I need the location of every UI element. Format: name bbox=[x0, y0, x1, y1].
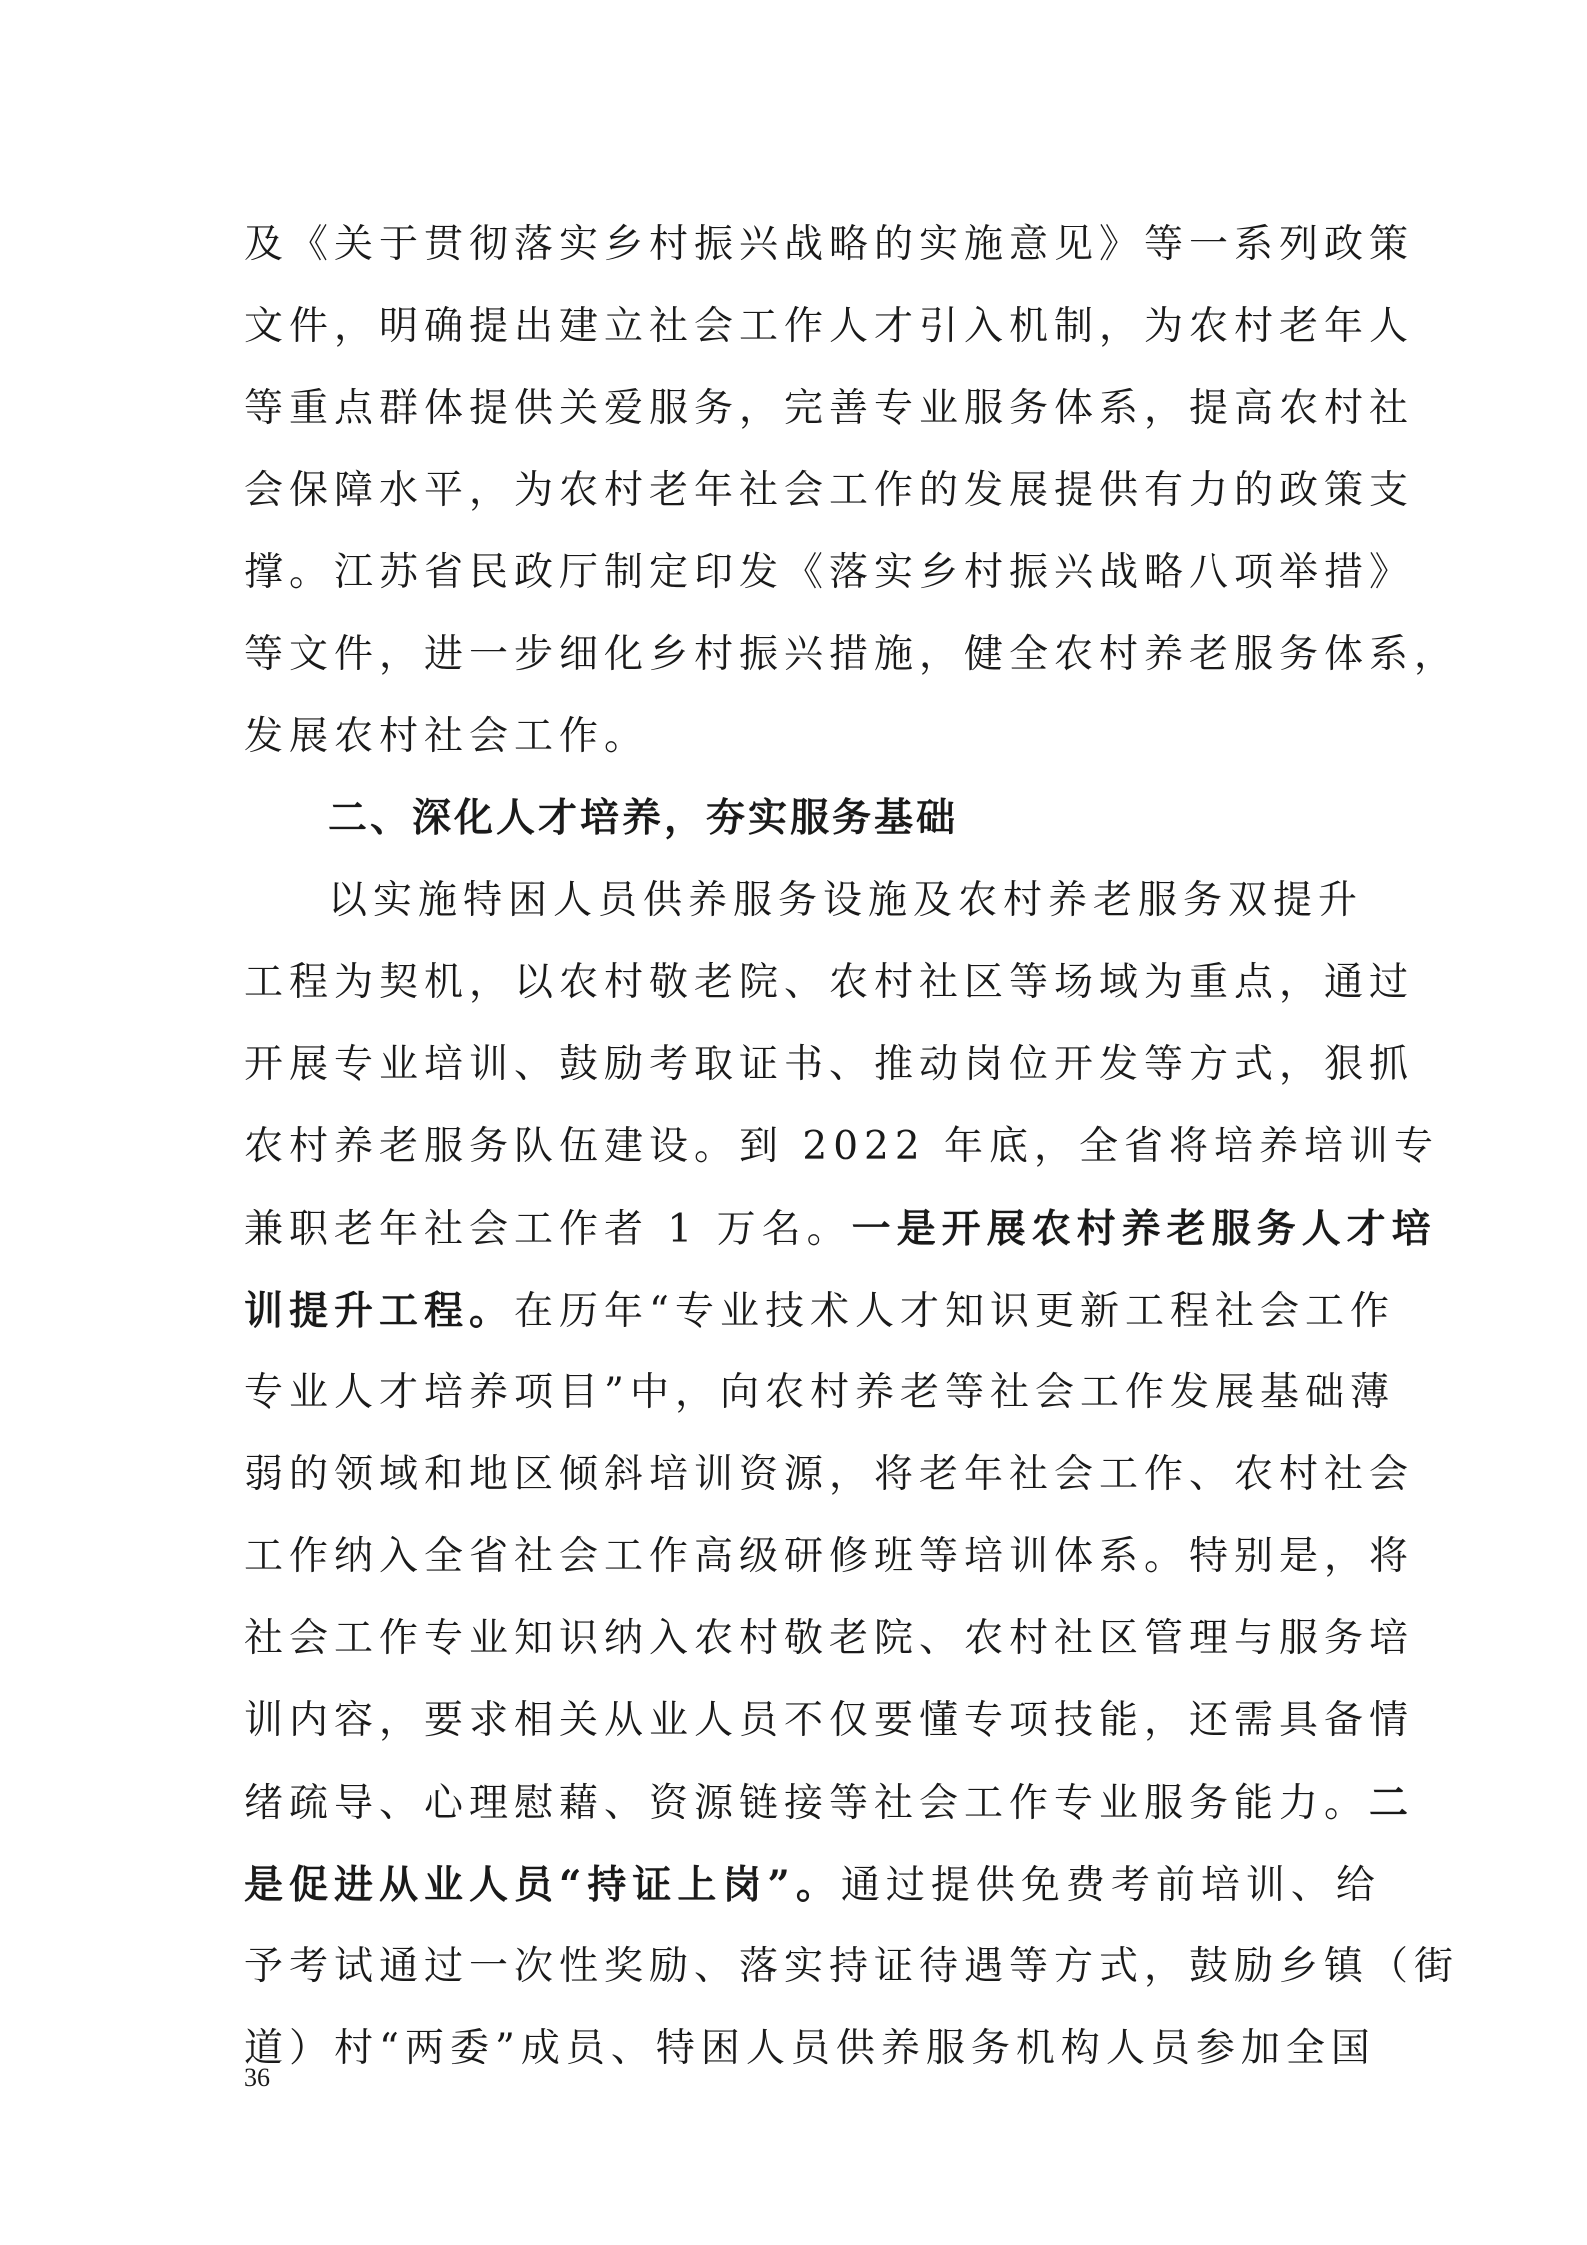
emphasis-text: 是促进从业人员“持证上岗”。 bbox=[244, 1862, 841, 1908]
text-line: 工程为契机，以农村敬老院、农村社区等场域为重点，通过 bbox=[244, 960, 1415, 1005]
text-line bbox=[244, 1270, 1395, 1352]
text-line: 弱的领域和地区倾斜培训资源，将老年社会工作、农村社会 bbox=[244, 1452, 1415, 1497]
text-line: 及《关于贯彻落实乡村振兴战略的实施意见》等一系列政策 bbox=[244, 222, 1415, 267]
text-line: 专业人才培养项目”中，向农村养老等社会工作发展基础薄 bbox=[244, 1370, 1395, 1415]
paragraph-talent-training bbox=[244, 860, 1460, 2090]
emphasis-text: 训提升工程。 bbox=[244, 1288, 515, 1334]
text-line bbox=[244, 1762, 1415, 1844]
text-line: 社会工作专业知识纳入农村敬老院、农村社区管理与服务培 bbox=[244, 1616, 1415, 1661]
text-line: 等文件，进一步细化乡村振兴措施，健全农村养老服务体系， bbox=[244, 632, 1460, 677]
text-line: 撑。江苏省民政厅制定印发《落实乡村振兴战略八项举措》 bbox=[244, 550, 1415, 595]
text-line: 会保障水平，为农村老年社会工作的发展提供有力的政策支 bbox=[244, 468, 1415, 513]
text-run: 在历年“专业技术人才知识更新工程社会工作 bbox=[514, 1289, 1395, 1334]
emphasis-text: 二 bbox=[1369, 1780, 1415, 1826]
text-run: 绪疏导、心理慰藉、资源链接等社会工作专业服务能力。 bbox=[244, 1781, 1370, 1826]
text-line: 开展专业培训、鼓励考取证书、推动岗位开发等方式，狠抓 bbox=[244, 1042, 1415, 1087]
emphasis-text: 一是开展农村养老服务人才培 bbox=[851, 1206, 1437, 1252]
text-line: 予考试通过一次性奖励、落实持证待遇等方式，鼓励乡镇（街 bbox=[244, 1944, 1460, 1989]
text-line: 训内容，要求相关从业人员不仅要懂专项技能，还需具备情 bbox=[244, 1698, 1415, 1743]
text-line: 农村养老服务队伍建设。到 2022 年底，全省将培养培训专 bbox=[244, 1124, 1440, 1169]
section-heading: 二、深化人才培养，夯实服务基础 bbox=[328, 796, 959, 841]
text-line: 等重点群体提供关爱服务，完善专业服务体系，提高农村社 bbox=[244, 386, 1415, 431]
text-line: 道）村“两委”成员、特困人员供养服务机构人员参加全国 bbox=[244, 2026, 1376, 2071]
text-line: 工作纳入全省社会工作高级研修班等培训体系。特别是，将 bbox=[244, 1534, 1415, 1579]
section-heading-block bbox=[244, 778, 1352, 860]
text-line bbox=[244, 1188, 1437, 1270]
text-line bbox=[244, 1844, 1381, 1926]
text-line: 以实施特困人员供养服务设施及农村养老服务双提升 bbox=[328, 878, 1364, 923]
text-line: 文件，明确提出建立社会工作人才引入机制，为农村老年人 bbox=[244, 304, 1415, 349]
text-run: 通过提供免费考前培训、给 bbox=[840, 1863, 1381, 1908]
paragraph-policy-documents bbox=[244, 204, 1460, 778]
page-number: 36 bbox=[244, 2063, 270, 2092]
text-run: 兼职老年社会工作者 1 万名。 bbox=[244, 1207, 852, 1252]
text-line: 发展农村社会工作。 bbox=[244, 714, 650, 759]
